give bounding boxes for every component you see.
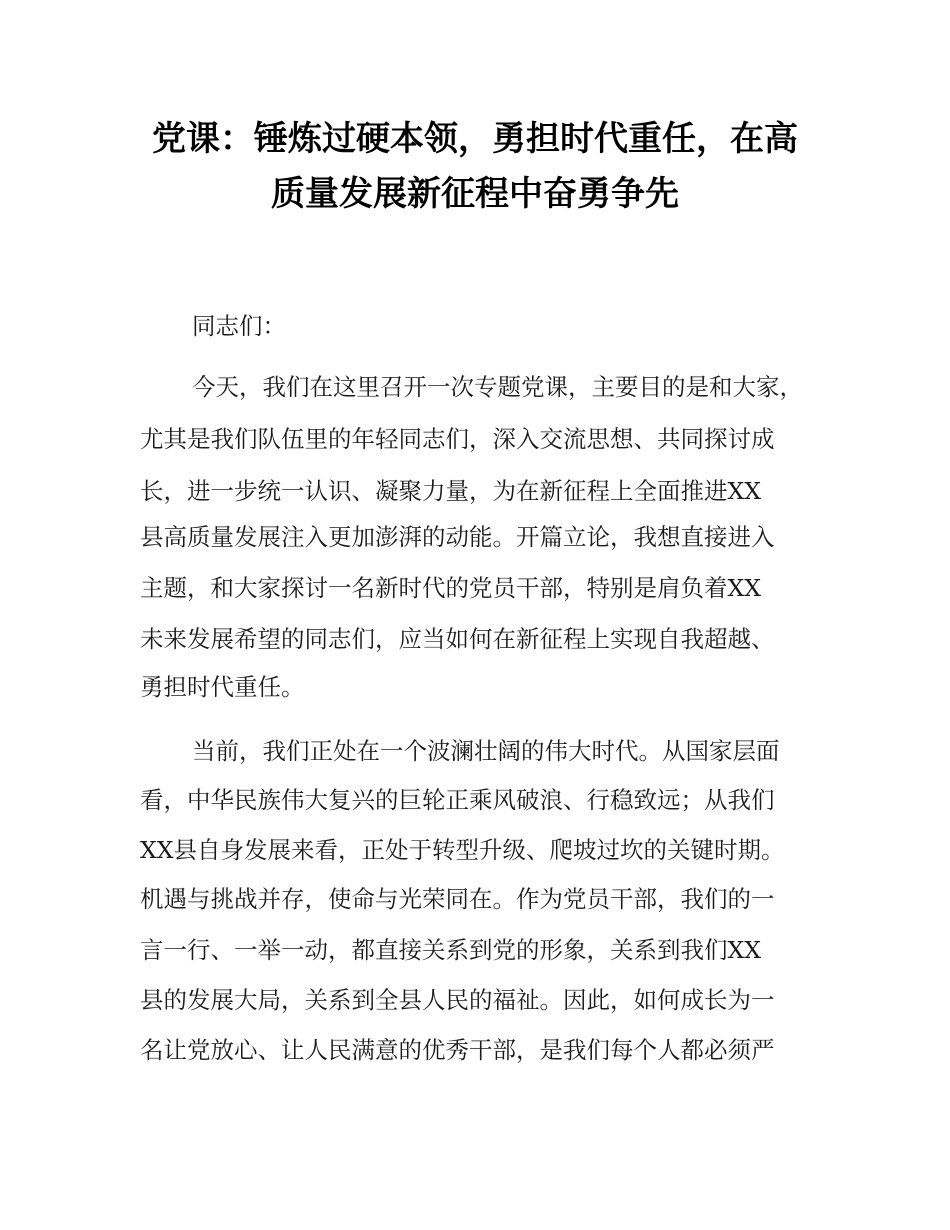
document-title <box>140 112 810 222</box>
paragraph-line: XX县自身发展来看，正处于转型升级、爬坡过坎的关键时期。 <box>140 836 785 864</box>
title-line: 质量发展新征程中奋勇争先 <box>271 174 679 214</box>
paragraph-line: 言一行、一举一动，都直接关系到党的形象，关系到我们XX <box>140 936 761 964</box>
paragraph-line: 名让党放心、让人民满意的优秀干部，是我们每个人都必须严 <box>140 1036 775 1064</box>
paragraph-line: 勇担时代重任。 <box>140 673 305 701</box>
title-line: 党课：锤炼过硬本领，勇担时代重任，在高 <box>152 119 798 159</box>
paragraph-line: 尤其是我们队伍里的年轻同志们，深入交流思想、共同探讨成 <box>140 425 775 453</box>
paragraph-line: 看，中华民族伟大复兴的巨轮正乘风破浪、行稳致远；从我们 <box>140 786 775 814</box>
paragraph-line: 当前，我们正处在一个波澜壮阔的伟大时代。从国家层面 <box>192 737 780 765</box>
paragraph-line: 机遇与挑战并存，使命与光荣同在。作为党员干部，我们的一 <box>140 885 775 913</box>
paragraph-line: 县高质量发展注入更加澎湃的动能。开篇立论，我想直接进入 <box>140 523 775 551</box>
salutation: 同志们： <box>192 312 286 340</box>
paragraph-line: 县的发展大局，关系到全县人民的福祉。因此，如何成长为一 <box>140 986 775 1014</box>
paragraph-line: 今天，我们在这里召开一次专题党课，主要目的是和大家， <box>192 373 803 401</box>
paragraph-line: 长，进一步统一认识、凝聚力量，为在新征程上全面推进XX <box>140 477 761 505</box>
paragraph-line: 未来发展希望的同志们，应当如何在新征程上实现自我超越、 <box>140 625 775 653</box>
paragraph-line: 主题，和大家探讨一名新时代的党员干部，特别是肩负着XX <box>140 574 761 602</box>
